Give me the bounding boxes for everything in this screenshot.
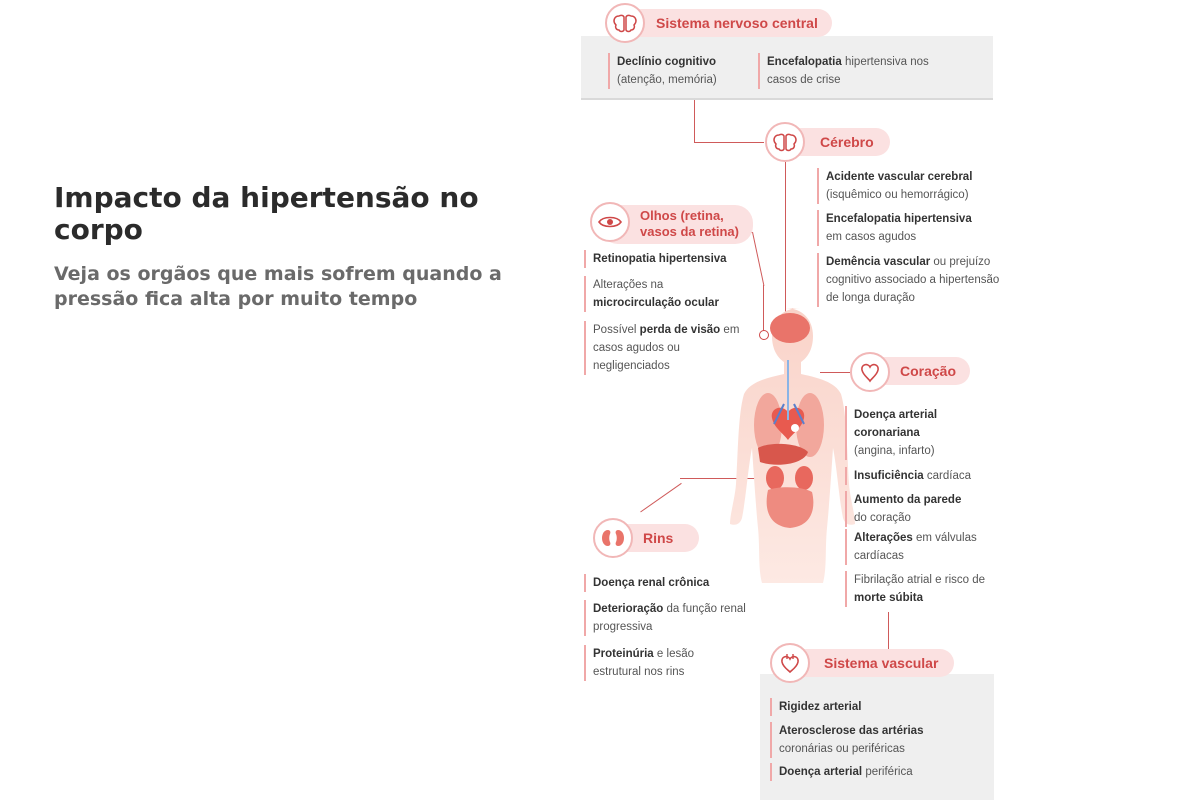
connector-snc-cerebro-h xyxy=(694,142,764,143)
olhos-item-2: Alterações na microcirculação ocular xyxy=(584,276,753,312)
connector-vascular-v xyxy=(888,612,889,652)
rins-item-3: Proteinúria e lesão estrutural nos rins xyxy=(584,645,723,681)
vascular-label: Sistema vascular xyxy=(780,649,954,677)
cerebro-dot xyxy=(759,330,769,340)
connector-olhos-v xyxy=(752,232,764,286)
brain-icon xyxy=(765,122,805,162)
cerebro-item-2: Encefalopatia hipertensiva em casos agudos xyxy=(817,210,1001,246)
cerebro-item-1: Acidente vascular cerebral (isquêmico ou hemorrágico) xyxy=(817,168,1001,204)
kidneys-icon xyxy=(593,518,633,558)
rins-item-2: Deterioração da função renal progressiva xyxy=(584,600,753,636)
vascular-heart-icon xyxy=(770,643,810,683)
eye-icon xyxy=(590,202,630,242)
page-subtitle: Veja os orgãos que mais sofrem quando a pressão fica alta por muito tempo xyxy=(54,263,502,310)
brain-icon xyxy=(605,3,645,43)
snc-item-2: Encefalopatia hipertensiva nos casos de crise xyxy=(758,53,937,89)
connector-cerebro-v xyxy=(785,162,786,322)
cerebro-item-3: Demência vascular ou prejuízo cognitivo associado a hipertensão de longa duração xyxy=(817,253,1001,307)
olhos-item-1: Retinopatia hipertensiva xyxy=(584,250,753,268)
coracao-item-3: Aumento da parede do coração xyxy=(845,491,994,527)
olhos-item-3: Possível perda de visão em casos agudos ou negligenciados xyxy=(584,321,743,375)
vascular-item-2: Aterosclerose das artérias coronárias ou periféricas xyxy=(770,722,979,758)
coracao-item-1: Doença arterial coronariana (angina, infarto) xyxy=(845,406,994,460)
coracao-item-2: Insuficiência cardíaca xyxy=(845,467,1004,485)
coracao-item-5: Fibrilação atrial e risco de morte súbita xyxy=(845,571,1004,607)
rins-item-1: Doença renal crônica xyxy=(584,574,743,592)
coracao-item-4: Alterações em válvulas cardíacas xyxy=(845,529,994,565)
vascular-item-3: Doença arterial periférica xyxy=(770,763,979,781)
page-title: Impacto da hipertensão no corpo xyxy=(54,181,479,246)
rins-label: Rins xyxy=(603,524,699,552)
connector-rins xyxy=(640,483,682,512)
snc-label: Sistema nervoso central xyxy=(616,9,832,37)
coracao-label: Coração xyxy=(860,357,970,385)
vascular-item-1: Rigidez arterial xyxy=(770,698,979,716)
brain-organ xyxy=(770,313,810,343)
heart-icon xyxy=(850,352,890,392)
cerebro-label: Cérebro xyxy=(776,128,890,156)
snc-item-1: Declínio cognitivo (atenção, memória) xyxy=(608,53,747,89)
connector-snc-cerebro-v xyxy=(694,100,695,142)
olhos-label: Olhos (retina, vasos da retina) xyxy=(600,205,753,244)
